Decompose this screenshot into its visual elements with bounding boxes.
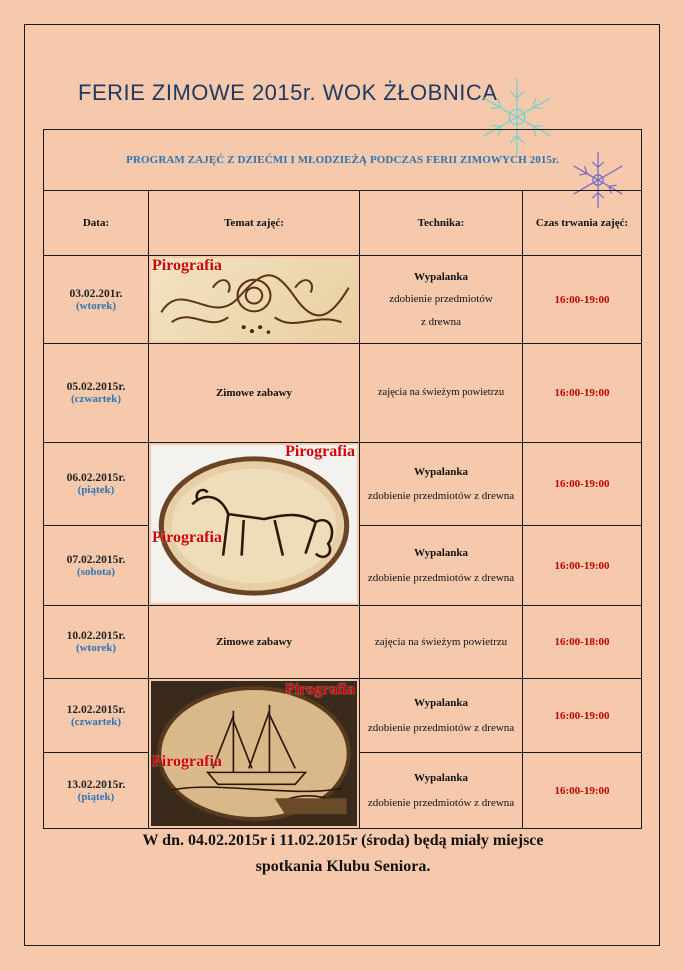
technique-title: Wypalanka xyxy=(413,547,468,559)
row-theme: Zimowe zabawy xyxy=(149,344,360,443)
program-table xyxy=(43,129,642,829)
row-theme: Zimowe zabawy xyxy=(149,606,360,679)
technique-text: zdobienie przedmiotów z drewna xyxy=(367,721,515,734)
technique-title: Wypalanka xyxy=(413,697,468,709)
table-row xyxy=(44,256,642,344)
pyrography-label: Pirografia xyxy=(152,257,222,274)
row-date: 12.02.2015r. xyxy=(66,703,126,716)
row-time: 16:00-19:00 xyxy=(523,526,642,606)
pyrography-image-cell xyxy=(149,256,360,344)
row-time: 16:00-19:00 xyxy=(523,443,642,526)
header-technique-colon: : xyxy=(460,217,465,229)
technique-text: zdobienie przedmiotów z drewna xyxy=(367,490,515,502)
pyrography-horse-image xyxy=(151,445,357,603)
table-row xyxy=(44,679,642,753)
technique-text: zajęcia na świeżym powietrzu xyxy=(360,344,523,443)
row-date: 06.02.2015r. xyxy=(66,472,126,484)
footer-line-1: W dn. 04.02.2015r i 11.02.2015r (środa) będą miały miejsce xyxy=(142,832,544,849)
pyrography-label: Pirografia xyxy=(285,681,355,698)
header-technique xyxy=(360,191,523,256)
header-technique-label: Technika xyxy=(417,217,461,229)
table-row xyxy=(44,344,642,443)
row-day: (piątek) xyxy=(77,790,115,803)
header-date: Data: xyxy=(44,191,149,256)
footer-line-2: spotkania Klubu Seniora. xyxy=(255,858,431,875)
row-time: 16:00-19:00 xyxy=(523,344,642,443)
technique-text: zdobienie przedmiotów z drewna xyxy=(367,571,515,584)
row-time: 16:00-19:00 xyxy=(523,753,642,829)
table-row xyxy=(44,443,642,526)
row-date: 13.02.2015r. xyxy=(66,778,126,791)
header-duration: Czas trwania zajęć: xyxy=(523,191,642,256)
row-day: (wtorek) xyxy=(75,642,117,654)
row-date: 03.02.201r. xyxy=(69,287,123,300)
row-time: 16:00-19:00 xyxy=(523,256,642,344)
row-day: (czwartek) xyxy=(70,393,122,405)
pyrography-label: Pirografia xyxy=(285,443,355,460)
row-time: 16:00-19:00 xyxy=(523,679,642,753)
technique-title: Wypalanka xyxy=(413,465,468,478)
row-day: (piątek) xyxy=(77,484,115,496)
technique-text-2: z drewna xyxy=(420,315,461,328)
row-time: 16:00-18:00 xyxy=(523,606,642,679)
pyrography-label: Pirografia xyxy=(152,529,222,546)
program-banner: PROGRAM ZAJĘĆ Z DZIEĆMI I MŁODZIEŻĄ PODCZAS FERII ZIMOWYCH 2015r. xyxy=(44,130,642,191)
technique-text: zdobienie przedmiotów z drewna xyxy=(367,796,515,809)
technique-text: zajęcia na świeżym powietrzu xyxy=(360,606,523,679)
header-theme: Temat zajęć: xyxy=(149,191,360,256)
row-date: 05.02.2015r. xyxy=(66,381,126,393)
technique-title: Wypalanka xyxy=(413,270,468,283)
page-title: FERIE ZIMOWE 2015r. WOK ŻŁOBNICA xyxy=(78,80,498,105)
row-day: (czwartek) xyxy=(70,715,122,728)
row-day: (wtorek) xyxy=(75,299,117,312)
technique-title: Wypalanka xyxy=(413,772,468,784)
row-day: (sobota) xyxy=(77,565,115,578)
technique-text: zdobienie przedmiotów xyxy=(389,293,493,306)
row-date: 10.02.2015r. xyxy=(66,630,126,642)
pyrography-image-cell xyxy=(149,679,360,829)
row-date: 07.02.2015r. xyxy=(66,553,126,566)
table-row xyxy=(44,606,642,679)
pyrography-label: Pirografia xyxy=(152,753,222,770)
pyrography-image-cell xyxy=(149,443,360,606)
footer-note xyxy=(60,828,626,880)
